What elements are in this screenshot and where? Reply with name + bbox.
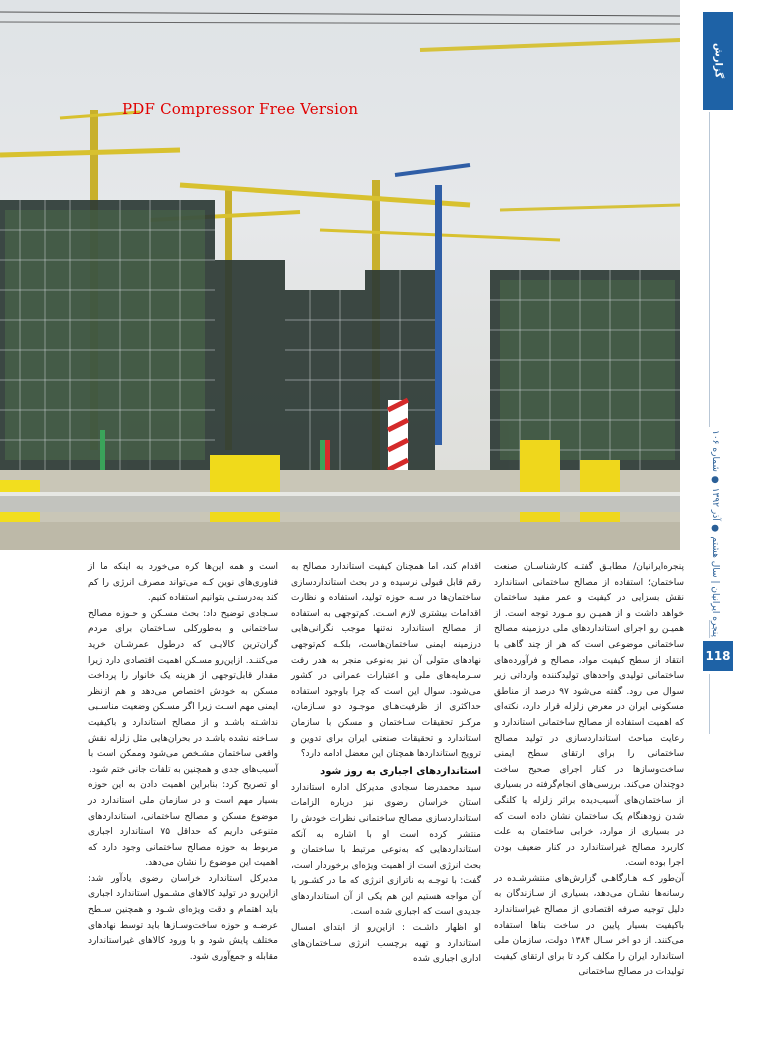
margin-divider-bottom <box>709 674 710 734</box>
paragraph: اقدام کند، اما همچنان کیفیت استاندارد مصالح به رقم قابل قبولی نرسیده و در بحث استانداردسازی ساختمان‌ها در سـه حوزه تولید، استفاده و نظارت اقدامات بیشتری لازم اسـت. کم‌توجهی به استفاده از مصالح استاندارد نه‌تنها موجب نگرانی‌هایی درزمینه ایمنی ساختمان‌هاست، بلکـه کم‌توجهی نهادهای متولی آن نیز به‌نوعی منجر به هدر رفت سـرمایه‌های ملی و اعتبارات عمرانی در کشور می‌شود. سوال این است که چرا باوجود استفاده حداکثری از ظرفیت‌هـای موجـود دو سـازمان، مرکـز تحقیقات سـاختمان و مسکن با سازمان استاندارد و تحقیقات صنعتی ایران برای تدوین و ترویج استانداردها همچنان این معضل ادامه دارد؟ <box>291 562 481 760</box>
margin-divider-top <box>709 112 710 427</box>
construction-scene <box>0 0 680 550</box>
section-heading: استانداردهای اجباری به روز شود <box>320 765 481 777</box>
magazine-meta: پنجره ایرانیان | سال هشتم ● آذر ۱۳۹۲ ● شماره ۱۰۶ <box>710 430 720 637</box>
text-column-2 <box>291 560 481 968</box>
paragraph: سـجادی توضیح داد: بحث مسـکن و حـوزه مصالح ساختمانی و به‌طورکلی سـاختمان برای مردم گران‌ترین کالایـی که درطول عمرشـان خرید می‌کننـد. ازاین‌رو مسـکن اهمیت اقتصادی دارد زیرا مقدار قابل‌توجهی از هزینه یک خانوار را پرداخت مسکن به خودش اختصاص می‌دهد و هم ازنظر ایمنی مهم اسـت زیرا اگر مسـکن وضعیت مناسـبی نداشـته باشـد و از مصالح استاندارد و باکیفیت سـاخته نشده باشـد در بحران‌هایی مثل زلزله نقش واقعی ساختمان مشـخص می‌شود وممکن است با آسیب‌های جدی و همچنین به تلفات جانی ختم شود. <box>88 608 278 775</box>
paragraph: پنجره‌ایرانیان/ مطابـق گفتـه کارشناسـان صنعت ساختمان؛ استفاده از مصالح ساختمانی استاندارد نقش بسزایی در کیفیت و عمر مفید ساختمان خواهد داشت و از همیـن رو مـورد توجه است. از همیـن رو اجرای استانداردهای ملی درزمینه مصالح ساختمانی موضوعی است که هر از چند گاهی با انتقاد از سطح کیفیت مواد، مصالح و فرآورده‌های ساختمانی تولیدی واحدهای تولیدکننده وارداتی زیر سوال می رود. گفته می‌شود ۹۷ درصد از مناطق مسکونی ایران در معرض زلزله قرار دارد، نکته‌ای که اهمیت استفاده از مصالح ساختمانی استاندارد و رعایت مباحث استانداردسازی در تولید مصالح ساختمانی را برای ارتقای سطح ایمنی ساخت‌وسازها در کنار اجرای صحیح ساخت دوچندان می‌کند. بررسی‌های انجام‌گرفته در بسیاری از ساختمان‌های آسیب‌دیده براثر زلزله یا کلنگی شدن زودهنگام یک ساختمان نشان داده است که در بسیاری از موارد، خرابی ساختمان به علت کاربرد مصالح غیراستاندارد در کنار ضعیف بودن اجرا بوده است. <box>494 562 684 869</box>
paragraph: آن‌طور کـه هـارگاهـی گزارش‌های منتشرشـده در رسانه‌ها نشـان می‌دهد، بسیاری از سـازندگان به دلیل توجیه صرفه اقتصادی از مصالح غیراستاندارد باکیفیت بسیار پایین در ساخت بناها استفاده می‌کنند. از دو اخر سـال ۱۳۸۴ دولت، سازمان ملی استاندارد ایران را مکلف کرد تا برای ارتقای کیفیت تولیدات در مصالح ساختمانی <box>494 873 684 978</box>
page-number: 118 <box>703 641 733 671</box>
watermark-text: PDF Compressor Free Version <box>122 100 359 118</box>
paragraph: است و همه این‌ها کره می‌خورد به اینکه ما از فناوری‌های نوین کـه می‌تواند مصرف انرژی را کم کند به‌درستـی بتوانیم استفاده کنیم. <box>88 562 278 604</box>
section-label: گزارش <box>712 43 724 79</box>
text-column-3 <box>88 560 278 965</box>
paragraph: او تصریح کرد: بنابراین اهمیت دادن به این حوزه بسیار مهم است و در سازمان ملی استاندارد در موضوع مسکن و مصالح ساختمانی، استانداردهای متنوعی داریم که حداقل ۷۵ استاندارد اجباری مربوط به حوزه مصالح ساختمانی وجود دارد که اهمیت این موضوع را نشان می‌دهد. <box>88 780 278 869</box>
text-column-1 <box>494 560 684 981</box>
paragraph: او اظهار داشـت : ازاین‌رو از ابتدای امسال استاندارد و تهیه برچسب انرژی سـاختمان‌های اداری اجباری شده <box>291 923 481 965</box>
construction-photo <box>0 0 680 550</box>
paragraph: سید محمدرضا سجادی مدیرکل اداره استاندارد استان خراسان رضوی نیز درباره الزامات استانداردسازی مصالح ساختمانی نظرات خودش را منتشر کرده است او با اشاره به آنکه استانداردهایی که به‌نوعی مرتبط با ساختمان و بحث انرژی است از اهمیت ویژه‌ای برخوردار است، گفت: با توجـه به ناترازی انرژی که ما در کشـور با آن مواجه هستیم این هم یکی از آن استانداردهای جدیدی است که اجباری شده است. <box>291 782 481 918</box>
margin-divider-mid <box>709 620 710 638</box>
section-tab <box>703 12 733 110</box>
paragraph: مدیرکل استاندارد خراسان رضوی یادآور شد: ازاین‌رو در تولید کالاهای مشـمول استاندارد اجباری باید اهتمام و دقت ویژه‌ای شـود و همچنین سـطح عرضـه و حوزه ساخت‌وسـازها باید توسط نهادهای مختلف پایش شود و با ورود کالاهای غیراستاندارد مقابله و جمع‌آوری شود. <box>88 873 278 962</box>
